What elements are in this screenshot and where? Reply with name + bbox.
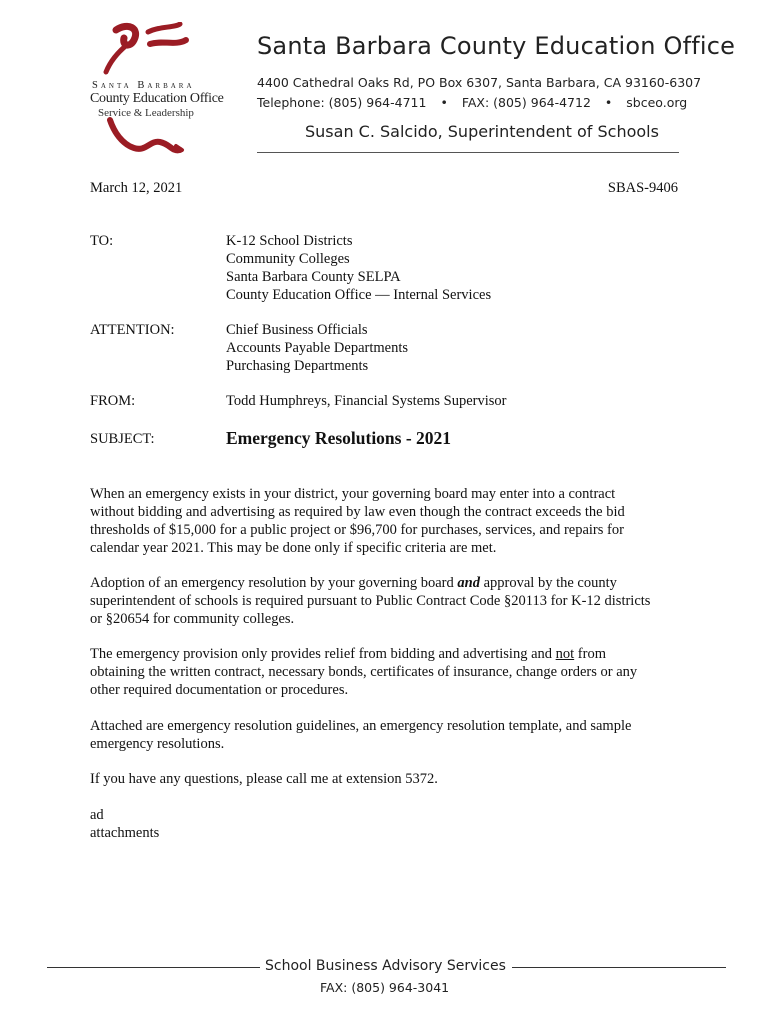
- body-paragraph-5: [90, 770, 690, 788]
- paragraph-line: [90, 574, 690, 592]
- text-run: approval by the county: [479, 575, 617, 591]
- separator-dot: •: [440, 95, 448, 110]
- body-paragraph-3: [90, 645, 690, 699]
- subject-value: Emergency Resolutions - 2021: [226, 428, 452, 448]
- paragraph-line: If you have any questions, please call me at extension 5372.: [90, 771, 438, 787]
- memo-date: March 12, 2021: [90, 180, 183, 196]
- to-label: TO:: [90, 233, 114, 249]
- paragraph-line: thresholds of $15,000 for a public project or $96,700 for purchases, services, and repairs for: [90, 522, 624, 538]
- attention-label: ATTENTION:: [90, 322, 175, 338]
- to-recipients: [226, 232, 491, 304]
- logo-text-county-education-office: County Education Office: [90, 91, 224, 106]
- paragraph-line: emergency resolutions.: [90, 736, 225, 752]
- emphasis-not: not: [555, 646, 575, 662]
- paragraph-line: [90, 645, 690, 663]
- org-address: 4400 Cathedral Oaks Rd, PO Box 6307, Santa Barbara, CA 93160-6307: [257, 75, 702, 90]
- paragraph-line: obtaining the written contract, necessary bonds, certificates of insurance, change orders or any: [90, 664, 638, 680]
- paragraph-line: without bidding and advertising as required by law even though the contract exceeds the bid: [90, 504, 625, 520]
- typist-initials: ad: [90, 807, 104, 823]
- to-recipient: County Education Office — Internal Services: [226, 287, 492, 303]
- from-value: Todd Humphreys, Financial Systems Supervisor: [226, 393, 507, 409]
- body-paragraph-2: [90, 574, 690, 628]
- letterhead-divider: [257, 152, 679, 153]
- paragraph-line: calendar year 2021. This may be done only if specific criteria are met.: [90, 540, 497, 556]
- text-run: The emergency provision only provides relief from bidding and advertising and: [90, 646, 556, 662]
- to-recipient: K-12 School Districts: [226, 233, 353, 249]
- paragraph-line: superintendent of schools is required pursuant to Public Contract Code §20113 for K-12 districts: [90, 593, 651, 609]
- attention-recipients: [226, 321, 408, 375]
- enclosure-note: attachments: [90, 825, 160, 841]
- attention-recipient: Chief Business Officials: [226, 322, 368, 338]
- footer-rule-left: [47, 967, 260, 968]
- attention-recipient: Accounts Payable Departments: [226, 340, 409, 356]
- emphasis-and: and: [457, 575, 480, 591]
- to-recipient: Community Colleges: [226, 251, 350, 267]
- paragraph-line: or §20654 for community colleges.: [90, 611, 295, 627]
- footer-fax: FAX: (805) 964-3041: [320, 980, 450, 995]
- text-run: from: [574, 646, 606, 662]
- body-paragraph-1: [90, 485, 690, 557]
- logo-text-santa-barbara: Santa Barbara: [92, 80, 195, 91]
- paragraph-line: Attached are emergency resolution guidelines, an emergency resolution template, and sample: [90, 718, 632, 734]
- org-name: Santa Barbara County Education Office: [257, 32, 736, 60]
- org-telephone: Telephone: (805) 964-4711: [257, 95, 427, 110]
- to-recipient: Santa Barbara County SELPA: [226, 269, 401, 285]
- paragraph-line: other required documentation or procedures.: [90, 682, 349, 698]
- footer-department: School Business Advisory Services: [265, 958, 506, 974]
- org-fax: FAX: (805) 964-4712: [461, 95, 591, 110]
- subject-label: SUBJECT:: [90, 431, 155, 447]
- superintendent-line: Susan C. Salcido, Superintendent of Schools: [305, 122, 659, 141]
- org-contact-line: [257, 95, 687, 110]
- text-run: Adoption of an emergency resolution by your governing board: [90, 575, 458, 591]
- paragraph-line: When an emergency exists in your district, your governing board may enter into a contract: [90, 486, 616, 502]
- memo-id: SBAS-9406: [607, 180, 678, 196]
- body-paragraph-4: [90, 717, 690, 753]
- signature-block: [90, 806, 690, 842]
- attention-recipient: Purchasing Departments: [226, 358, 369, 374]
- separator-dot: •: [604, 95, 613, 110]
- footer-rule-right: [512, 967, 726, 968]
- from-label: FROM:: [90, 393, 136, 409]
- org-website: sbceo.org: [626, 95, 688, 110]
- sbceo-logo: [88, 22, 233, 157]
- logo-text-tagline: Service & Leadership: [98, 107, 194, 119]
